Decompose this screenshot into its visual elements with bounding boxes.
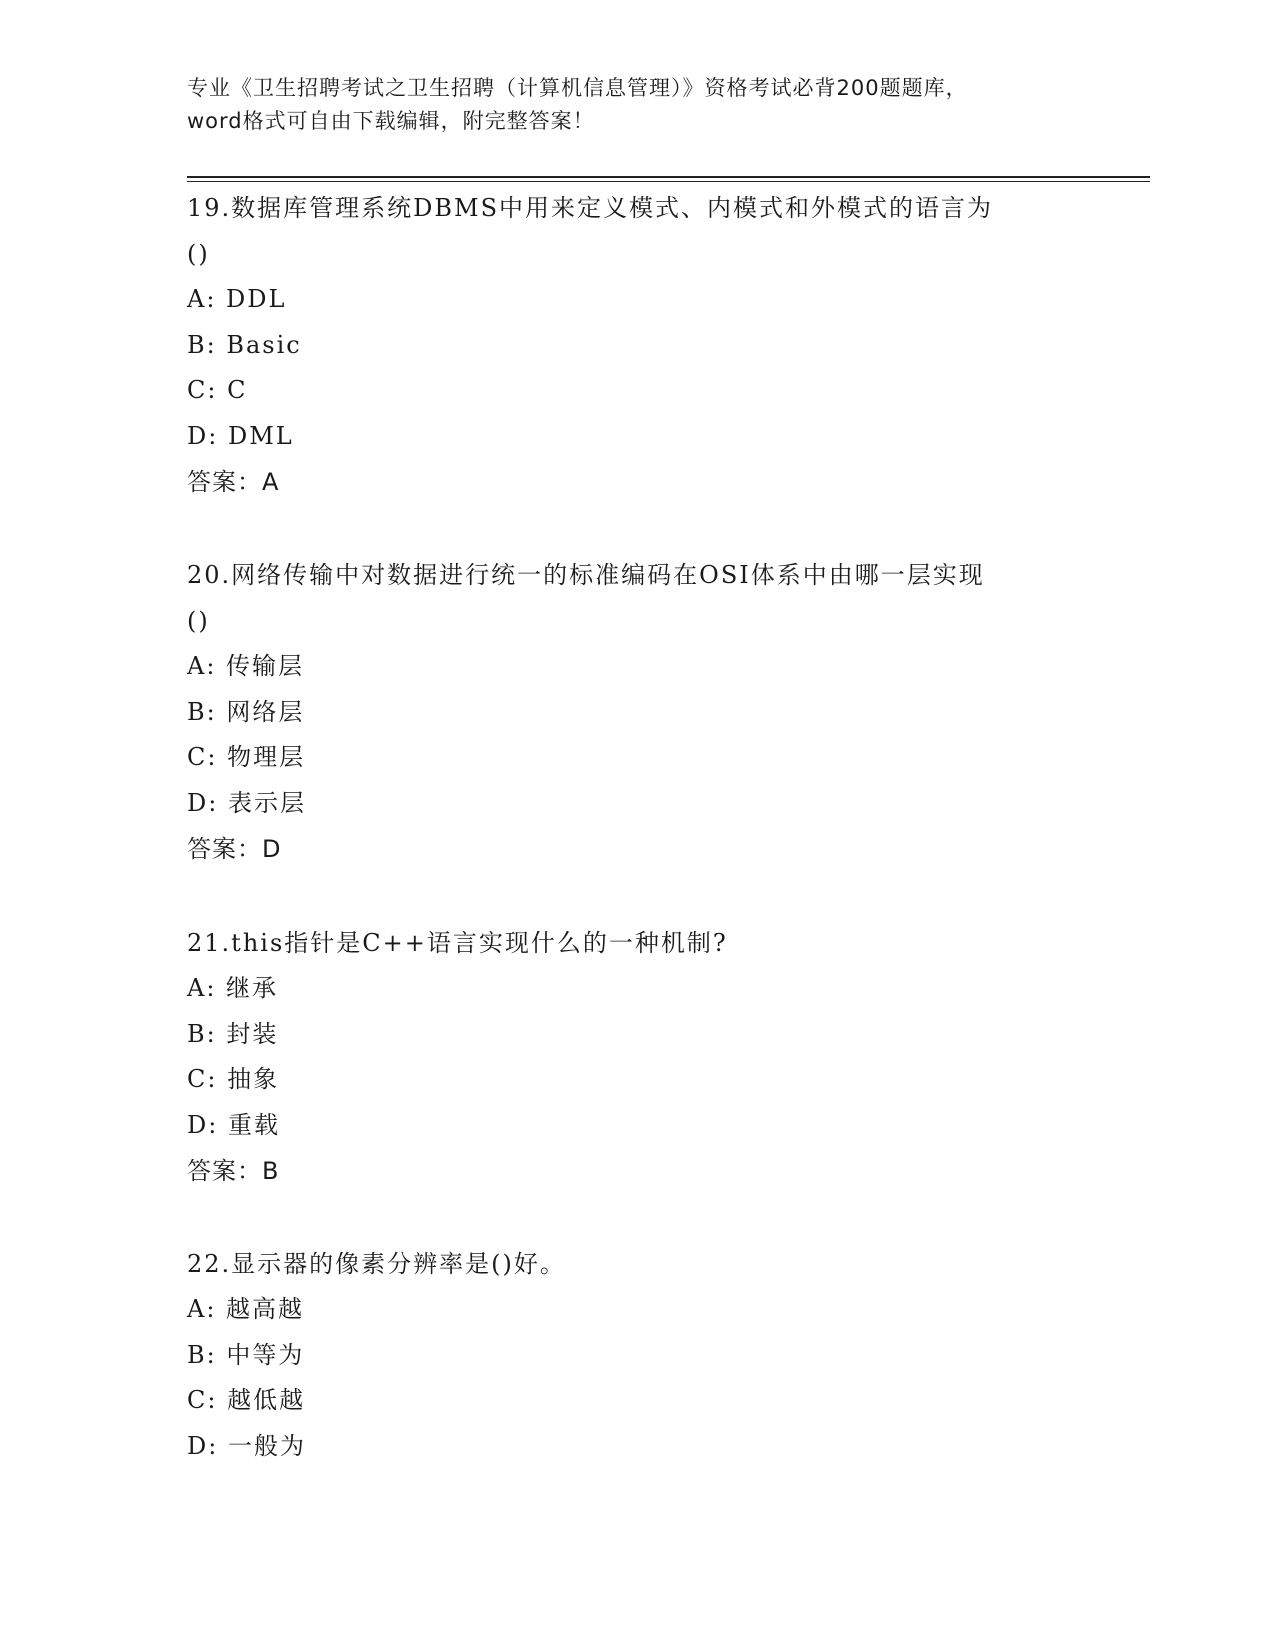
question-20	[187, 552, 1087, 872]
answer-line: 答案：D	[187, 835, 282, 864]
answer-line: 答案：A	[187, 468, 280, 497]
question-19	[187, 185, 1087, 505]
header-divider-thick	[187, 176, 1150, 178]
option-a: A: DDL	[187, 285, 287, 313]
question-stem: 20.网络传输中对数据进行统一的标准编码在OSI体系中由哪一层实现	[187, 561, 985, 589]
option-c: C: 越低越	[187, 1386, 306, 1415]
question-stem-continued: ()	[187, 240, 210, 268]
option-d: D: DML	[187, 421, 294, 450]
option-d: D: 重载	[187, 1110, 280, 1139]
option-b: B: Basic	[187, 330, 302, 359]
question-stem: 22.显示器的像素分辨率是()好。	[187, 1250, 566, 1278]
answer-line: 答案：B	[187, 1157, 280, 1186]
header-line-2: word格式可自由下载编辑，附完整答案！	[187, 109, 595, 133]
question-stem-continued: ()	[187, 607, 210, 635]
document-header	[187, 72, 1087, 138]
option-a: A: 传输层	[187, 652, 305, 680]
option-a: A: 越高越	[187, 1295, 305, 1323]
question-stem: 21.this指针是C++语言实现什么的一种机制?	[187, 929, 728, 957]
option-d: D: 一般为	[187, 1431, 306, 1460]
question-stem: 19.数据库管理系统DBMS中用来定义模式、内模式和外模式的语言为	[187, 194, 994, 222]
option-b: B: 中等为	[187, 1340, 305, 1369]
option-c: C: 物理层	[187, 743, 306, 772]
question-21	[187, 920, 1087, 1194]
option-b: B: 网络层	[187, 697, 305, 726]
header-divider-thin	[187, 181, 1150, 182]
header-line-1: 专业《卫生招聘考试之卫生招聘（计算机信息管理）》资格考试必背200题题库，	[187, 76, 968, 100]
option-b: B: 封装	[187, 1019, 279, 1048]
option-d: D: 表示层	[187, 788, 306, 817]
option-a: A: 继承	[187, 974, 279, 1002]
question-22	[187, 1241, 1087, 1469]
option-c: C: 抽象	[187, 1065, 280, 1094]
option-c: C: C	[187, 376, 248, 405]
